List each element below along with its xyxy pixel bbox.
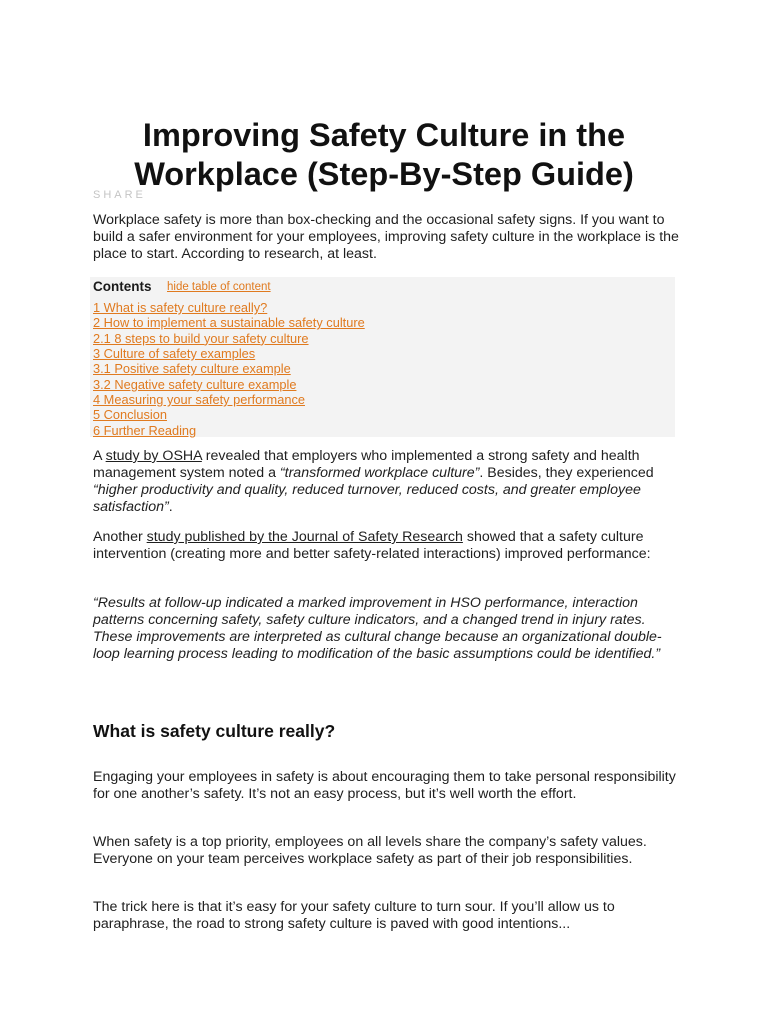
- toc-link[interactable]: 5 Conclusion: [93, 407, 167, 423]
- journal-paragraph: [93, 529, 683, 563]
- section-paragraph-3: The trick here is that it’s easy for your safety culture to turn sour. If you’ll allow us to paraphrase, the road to strong safety culture is paved with good intentions...: [93, 899, 615, 932]
- section-paragraph-2: When safety is a top priority, employees on all levels share the company’s safety values. Everyone on your team perceives workplace safety as part of their job responsibilities.: [93, 834, 647, 867]
- toc-link[interactable]: 2.1 8 steps to build your safety culture: [93, 330, 309, 346]
- osha-text-3: . Besides, they experienced: [479, 465, 654, 481]
- toc-link[interactable]: 4 Measuring your safety performance: [93, 392, 305, 408]
- toc-item: [93, 361, 365, 376]
- share-label[interactable]: SHARE: [93, 189, 146, 201]
- article-title: Improving Safety Culture in the Workplace (Step-By-Step Guide): [134, 117, 634, 192]
- section-heading: What is safety culture really?: [93, 721, 336, 741]
- journal-text-2: showed that a safety culture intervention (creating more and better safety-related interactions) improved performance:: [93, 529, 651, 562]
- journal-text-1: Another: [93, 529, 147, 545]
- toc-item: [93, 407, 365, 422]
- osha-text-4: .: [168, 499, 173, 515]
- toc-link[interactable]: 3.1 Positive safety culture example: [93, 361, 291, 377]
- osha-quote-1: “transformed workplace culture”: [279, 465, 480, 481]
- toc-item: [93, 423, 365, 438]
- toc-link[interactable]: 3.2 Negative safety culture example: [93, 376, 297, 392]
- osha-text-1: A: [93, 448, 106, 464]
- research-quote: “Results at follow-up indicated a marked improvement in HSO performance, interaction patterns concerning safety, safety culture indicators, and a changed trend in injury rates. These improvements are interpreted as cultural change because an organizational double-loop learning process leading to modification of the basic assumptions could be identified.”: [93, 595, 662, 662]
- osha-text-2: revealed that employers who implemented a strong safety and health management system noted a: [93, 448, 640, 481]
- toc-heading: Contents: [93, 279, 152, 294]
- osha-quote-2: “higher productivity and quality, reduced turnover, reduced costs, and greater employee satisfaction”: [93, 482, 641, 515]
- toc-item: [93, 392, 365, 407]
- toc-item: [93, 331, 365, 346]
- section-paragraph-1: Engaging your employees in safety is about encouraging them to take personal responsibility for one another’s safety. It’s not an easy process, but it’s well worth the effort.: [93, 769, 676, 802]
- toc-link[interactable]: 6 Further Reading: [93, 422, 197, 438]
- toc-item: [93, 346, 365, 361]
- toc-item: [93, 315, 365, 330]
- toc-link[interactable]: 1 What is safety culture really?: [93, 300, 268, 315]
- journal-study-link[interactable]: study published by the Journal of Safety Research: [146, 529, 463, 545]
- table-of-contents: [90, 277, 675, 437]
- hide-toc-link[interactable]: hide table of content: [167, 281, 271, 293]
- toc-link[interactable]: 2 How to implement a sustainable safety culture: [93, 315, 365, 331]
- toc-item: [93, 300, 365, 315]
- intro-paragraph: Workplace safety is more than box-checking and the occasional safety signs. If you want to build a safer environment for your employees, improving safety culture in the workplace is the place to start. According to research, at least.: [93, 212, 679, 262]
- osha-study-link[interactable]: study by OSHA: [105, 448, 202, 464]
- toc-list: [93, 300, 365, 438]
- toc-link[interactable]: 3 Culture of safety examples: [93, 346, 256, 362]
- toc-item: [93, 377, 365, 392]
- osha-paragraph: [93, 448, 683, 516]
